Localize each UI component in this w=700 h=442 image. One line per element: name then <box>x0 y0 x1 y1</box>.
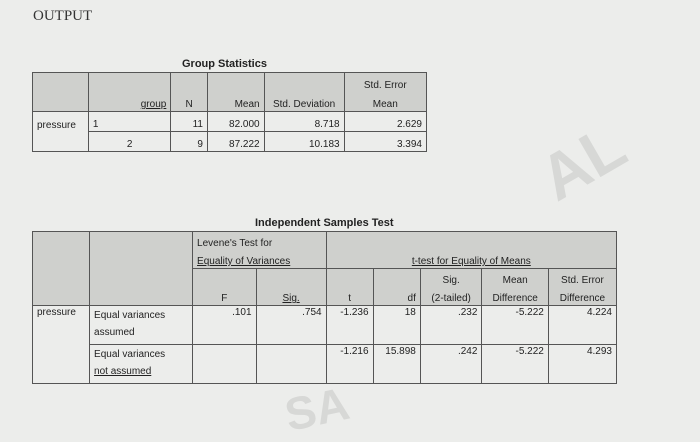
n-value: 11 <box>171 112 208 132</box>
sig-value: .754 <box>256 306 326 345</box>
table-row <box>33 132 427 152</box>
output-label: OUTPUT <box>33 8 93 24</box>
header-blank-cell <box>33 73 89 93</box>
col-meandiff-line2: Difference <box>482 287 548 306</box>
meandiff-value: -5.222 <box>482 345 548 384</box>
header-stderr-mean-label: Mean <box>344 92 426 112</box>
stderr-value: 4.224 <box>548 306 616 345</box>
table-header-row <box>33 73 427 93</box>
table-header-row <box>33 92 427 112</box>
header-blank-cell <box>33 287 90 306</box>
group-value: 1 <box>88 112 170 132</box>
stddev-value: 10.183 <box>264 132 344 152</box>
col-sig2-line1: Sig. <box>420 269 482 288</box>
stderr-value: 4.293 <box>548 345 616 384</box>
header-blank-cell <box>33 92 89 112</box>
stddev-value: 8.718 <box>264 112 344 132</box>
header-stderr-label: Std. Error <box>363 80 407 91</box>
variable-blank-cell <box>33 132 89 152</box>
watermark-bottom: SA <box>280 376 354 442</box>
t-value: -1.236 <box>326 306 373 345</box>
header-stddev-cell <box>264 73 344 93</box>
col-meandiff-line1: Mean <box>482 269 548 288</box>
col-t-label: t <box>326 287 373 306</box>
table-row <box>33 306 617 345</box>
header-n-label: N <box>171 92 208 112</box>
row-label <box>90 306 193 345</box>
col-stderr-line1: Std. Error <box>548 269 616 288</box>
header-n-cell <box>171 73 208 93</box>
header-group-cell <box>88 73 170 93</box>
stderr-value: 3.394 <box>344 132 426 152</box>
levene-header-cell <box>193 232 327 251</box>
stderr-value: 2.629 <box>344 112 426 132</box>
f-value <box>193 345 256 384</box>
header-group-label: group <box>88 92 170 112</box>
table-row <box>33 345 617 384</box>
col-sig-blank <box>256 269 326 288</box>
ttest-header-label: t-test for Equality of Means <box>326 250 616 269</box>
table-header-row <box>33 287 617 306</box>
independent-test-caption: Independent Samples Test <box>255 217 394 229</box>
group-statistics-caption: Group Statistics <box>182 58 267 70</box>
row-label-line2: assumed <box>94 327 135 338</box>
variable-label: pressure <box>33 306 90 345</box>
mean-value: 87.222 <box>207 132 264 152</box>
col-sig2-line2: (2-tailed) <box>420 287 482 306</box>
header-mean-label: Mean <box>207 92 264 112</box>
header-blank-cell <box>90 287 193 306</box>
header-blank-cell <box>90 269 193 288</box>
header-blank-cell <box>33 250 90 269</box>
meandiff-value: -5.222 <box>482 306 548 345</box>
header-stderr-cell <box>344 73 426 93</box>
header-blank-cell <box>90 232 193 251</box>
ttest-header-cell <box>326 232 616 251</box>
sig2-value: .232 <box>420 306 482 345</box>
row-label-line1: Equal variances <box>94 349 166 360</box>
col-f-blank <box>193 269 256 288</box>
row-label-line2: not assumed <box>94 366 152 377</box>
header-mean-cell <box>207 73 264 93</box>
variable-blank-cell <box>33 345 90 384</box>
mean-value: 82.000 <box>207 112 264 132</box>
group-statistics-table <box>32 72 427 152</box>
levene-header-line2: Equality of Variances <box>193 250 327 269</box>
table-header-row <box>33 232 617 251</box>
col-t-blank <box>326 269 373 288</box>
n-value: 9 <box>171 132 208 152</box>
col-df-blank <box>373 269 420 288</box>
table-header-row <box>33 269 617 288</box>
header-blank-cell <box>90 250 193 269</box>
sig2-value: .242 <box>420 345 482 384</box>
row-label-line1: Equal variances <box>94 310 166 321</box>
header-stddev-label: Std. Deviation <box>264 92 344 112</box>
df-value: 18 <box>373 306 420 345</box>
header-blank-cell <box>33 232 90 251</box>
col-f-label: F <box>193 287 256 306</box>
levene-header-line1: Levene's Test for <box>197 238 273 249</box>
t-value: -1.216 <box>326 345 373 384</box>
watermark-right: AL <box>527 109 638 215</box>
row-label <box>90 345 193 384</box>
col-sig-label: Sig. <box>256 287 326 306</box>
df-value: 15.898 <box>373 345 420 384</box>
col-stderr-line2: Difference <box>548 287 616 306</box>
table-header-row <box>33 250 617 269</box>
independent-samples-table <box>32 231 617 384</box>
group-value: 2 <box>88 132 170 152</box>
table-row <box>33 112 427 132</box>
sig-value <box>256 345 326 384</box>
header-blank-cell <box>33 269 90 288</box>
f-value: .101 <box>193 306 256 345</box>
col-df-label: df <box>373 287 420 306</box>
variable-label: pressure <box>33 112 89 132</box>
